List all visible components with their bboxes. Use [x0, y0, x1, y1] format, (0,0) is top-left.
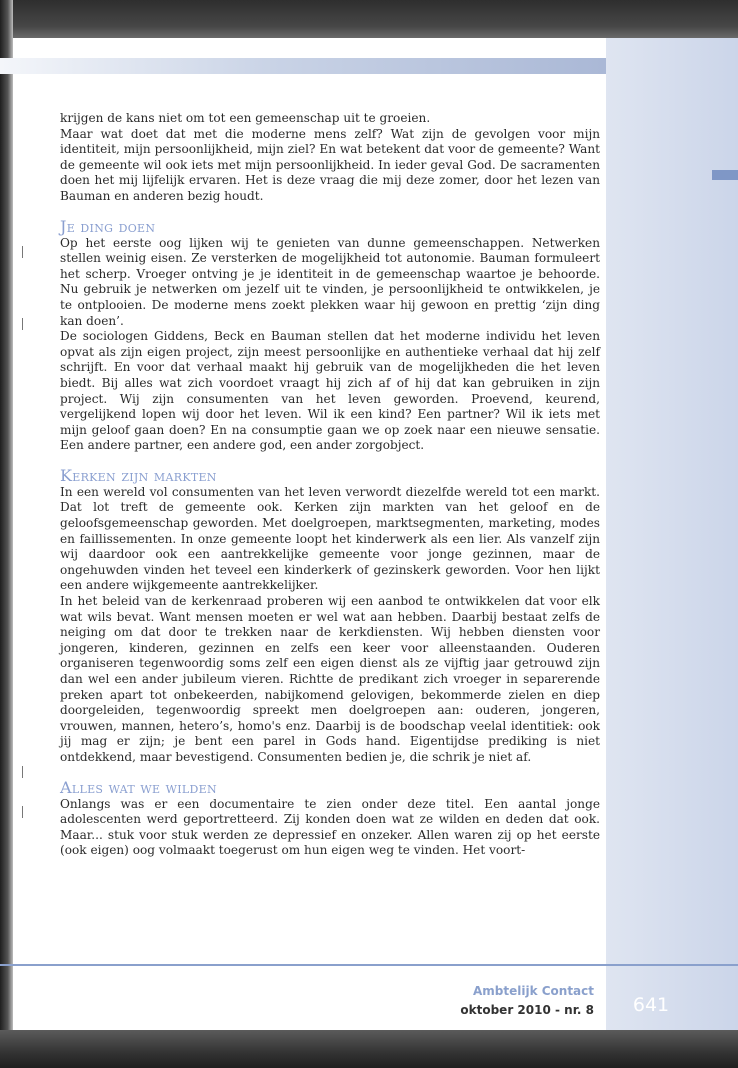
- page-number: 641: [632, 994, 670, 1016]
- side-color-panel: [606, 38, 738, 1030]
- margin-mark: [22, 806, 23, 818]
- intro-paragraph-1: krijgen de kans niet om tot een gemeenschap uit te groeien.: [60, 111, 431, 125]
- margin-mark: [22, 246, 23, 258]
- journal-name: Ambtelijk Contact: [472, 984, 594, 998]
- scan-left-edge: [0, 0, 13, 1030]
- margin-mark: [22, 318, 23, 330]
- article-body: [60, 111, 600, 859]
- section-2-paragraph-1: In een wereld vol consumenten van het leven verwordt diezelfde wereld tot een markt. Dat lot treft de gemeente ook. Kerken zijn markten van het geloof en de geloofsgemeenschap geworden. Met doelgroepen, marktsegmenten, marketing, modes en faillissementen. In onze gemeente loopt het kinderwerk als een lier. Als vanzelf zijn wij daardoor ook een aantrekkelijke gemeente voor jonge gezinnen, maar de ongehuwden vinden het teveel een kinderkerk of gezinskerk geworden. Voor hen lijkt een andere wijkgemeente aantrekkelijker.: [60, 484, 600, 593]
- section-2-paragraph-2: In het beleid van de kerkenraad proberen wij een aanbod te ontwikkelen dat voor elk wat wils bevat. Want mensen moeten er wel wat aan hebben. Daarbij bestaat zelfs de neiging om dat door te trekken naar de kerkdiensten. Wij hebben diensten voor jongeren, kinderen, gezinnen en zelfs een keer voor alleenstaanden. Ouderen organiseren tegenwoordig soms zelf een eigen dienst als ze vijftig jaar getrouwd zijn dan wel een ander jubileum vieren. Richtte de predikant zich vroeger in separerende preken apart tot onbekeerden, nabijkomend gelovigen, bekommerde zielen en diep doorgeleiden, tegenwoordig spreekt men doelgroepen aan: ouderen, jongeren, vrouwen, mannen, hetero’s, homo's enz. Daarbij is de boodschap veelal identitiek: ook jij mag er zijn; je bent een parel in Gods hand. Eigentijdse prediking is niet ontdekkend, maar bevestigend. Consumenten bedien je, die schrik je niet af.: [60, 594, 600, 764]
- section-heading-kerken-zijn-markten: Kerken zijn markten: [60, 465, 217, 485]
- header-gradient-bar: [0, 58, 606, 74]
- section-1-paragraph-1: Op het eerste oog lijken wij te genieten van dunne gemeenschappen. Netwerken stellen weinig eisen. Ze versterken de mogelijkheid tot autonomie. Bauman formuleert het scherp. Vroeger ontving je je identiteit in de gemeenschap waartoe je behoorde. Nu gebruik je netwerken om jezelf uit te vinden, je persoonlijkheid te ontwikkelen, je te ontplooien. De moderne mens zoekt plekken waar hij gewoon en prettig ‘zijn ding kan doen’.: [60, 235, 600, 328]
- issue-info: oktober 2010 - nr. 8: [460, 1003, 594, 1017]
- section-heading-je-ding-doen: Je ding doen: [60, 216, 156, 236]
- margin-mark: [22, 766, 23, 778]
- section-1-paragraph-2: De sociologen Giddens, Beck en Bauman stellen dat het moderne individu het leven opvat als zijn eigen project, zijn meest persoonlijke en authentieke verhaal dat hij zelf schrijft. En voor dat verhaal maakt hij gebruik van de mogelijkheden die het leven biedt. Bij alles wat zich voordoet vraagt hij zich af of hij dat kan gebruiken in zijn project. Wij zijn consumenten van het leven geworden. Proevend, keurend, vergelijkend lopen wij door het leven. Wil ik een kind? Een partner? Wil ik iets met mijn geloof gaan doen? En na consumptie gaan we op zoek naar een nieuwe sensatie. Een andere partner, een andere god, een ander zorgobject.: [60, 329, 600, 453]
- scan-bottom-edge: [0, 1030, 738, 1068]
- section-3-paragraph-1: Onlangs was er een documentaire te zien onder deze titel. Een aantal jonge adolescenten werd geportretteerd. Zij konden doen wat ze wilden en deden dat ook. Maar... stuk voor stuk werden ze depressief en onzeker. Allen waren zij op het eerste (ook eigen) oog volmaakt toegerust om hun eigen weg te vinden. Het voort-: [60, 796, 600, 858]
- intro-paragraph-2: Maar wat doet dat met die moderne mens zelf? Wat zijn de gevolgen voor mijn identiteit, mijn persoonlijkheid, mijn ziel? En wat betekent dat voor de gemeente? Want de gemeente wil ook iets met mijn persoonlijkheid. In ieder geval God. De sacramenten doen het mij lijfelijk ervaren. Het is deze vraag die mij deze zomer, door het lezen van Bauman en anderen bezig houdt.: [60, 126, 600, 203]
- side-section-marker: [712, 170, 738, 180]
- scan-top-edge: [0, 0, 738, 38]
- section-heading-alles-wat-we-wilden: Alles wat we wilden: [60, 777, 217, 797]
- footer-rule: [0, 964, 738, 966]
